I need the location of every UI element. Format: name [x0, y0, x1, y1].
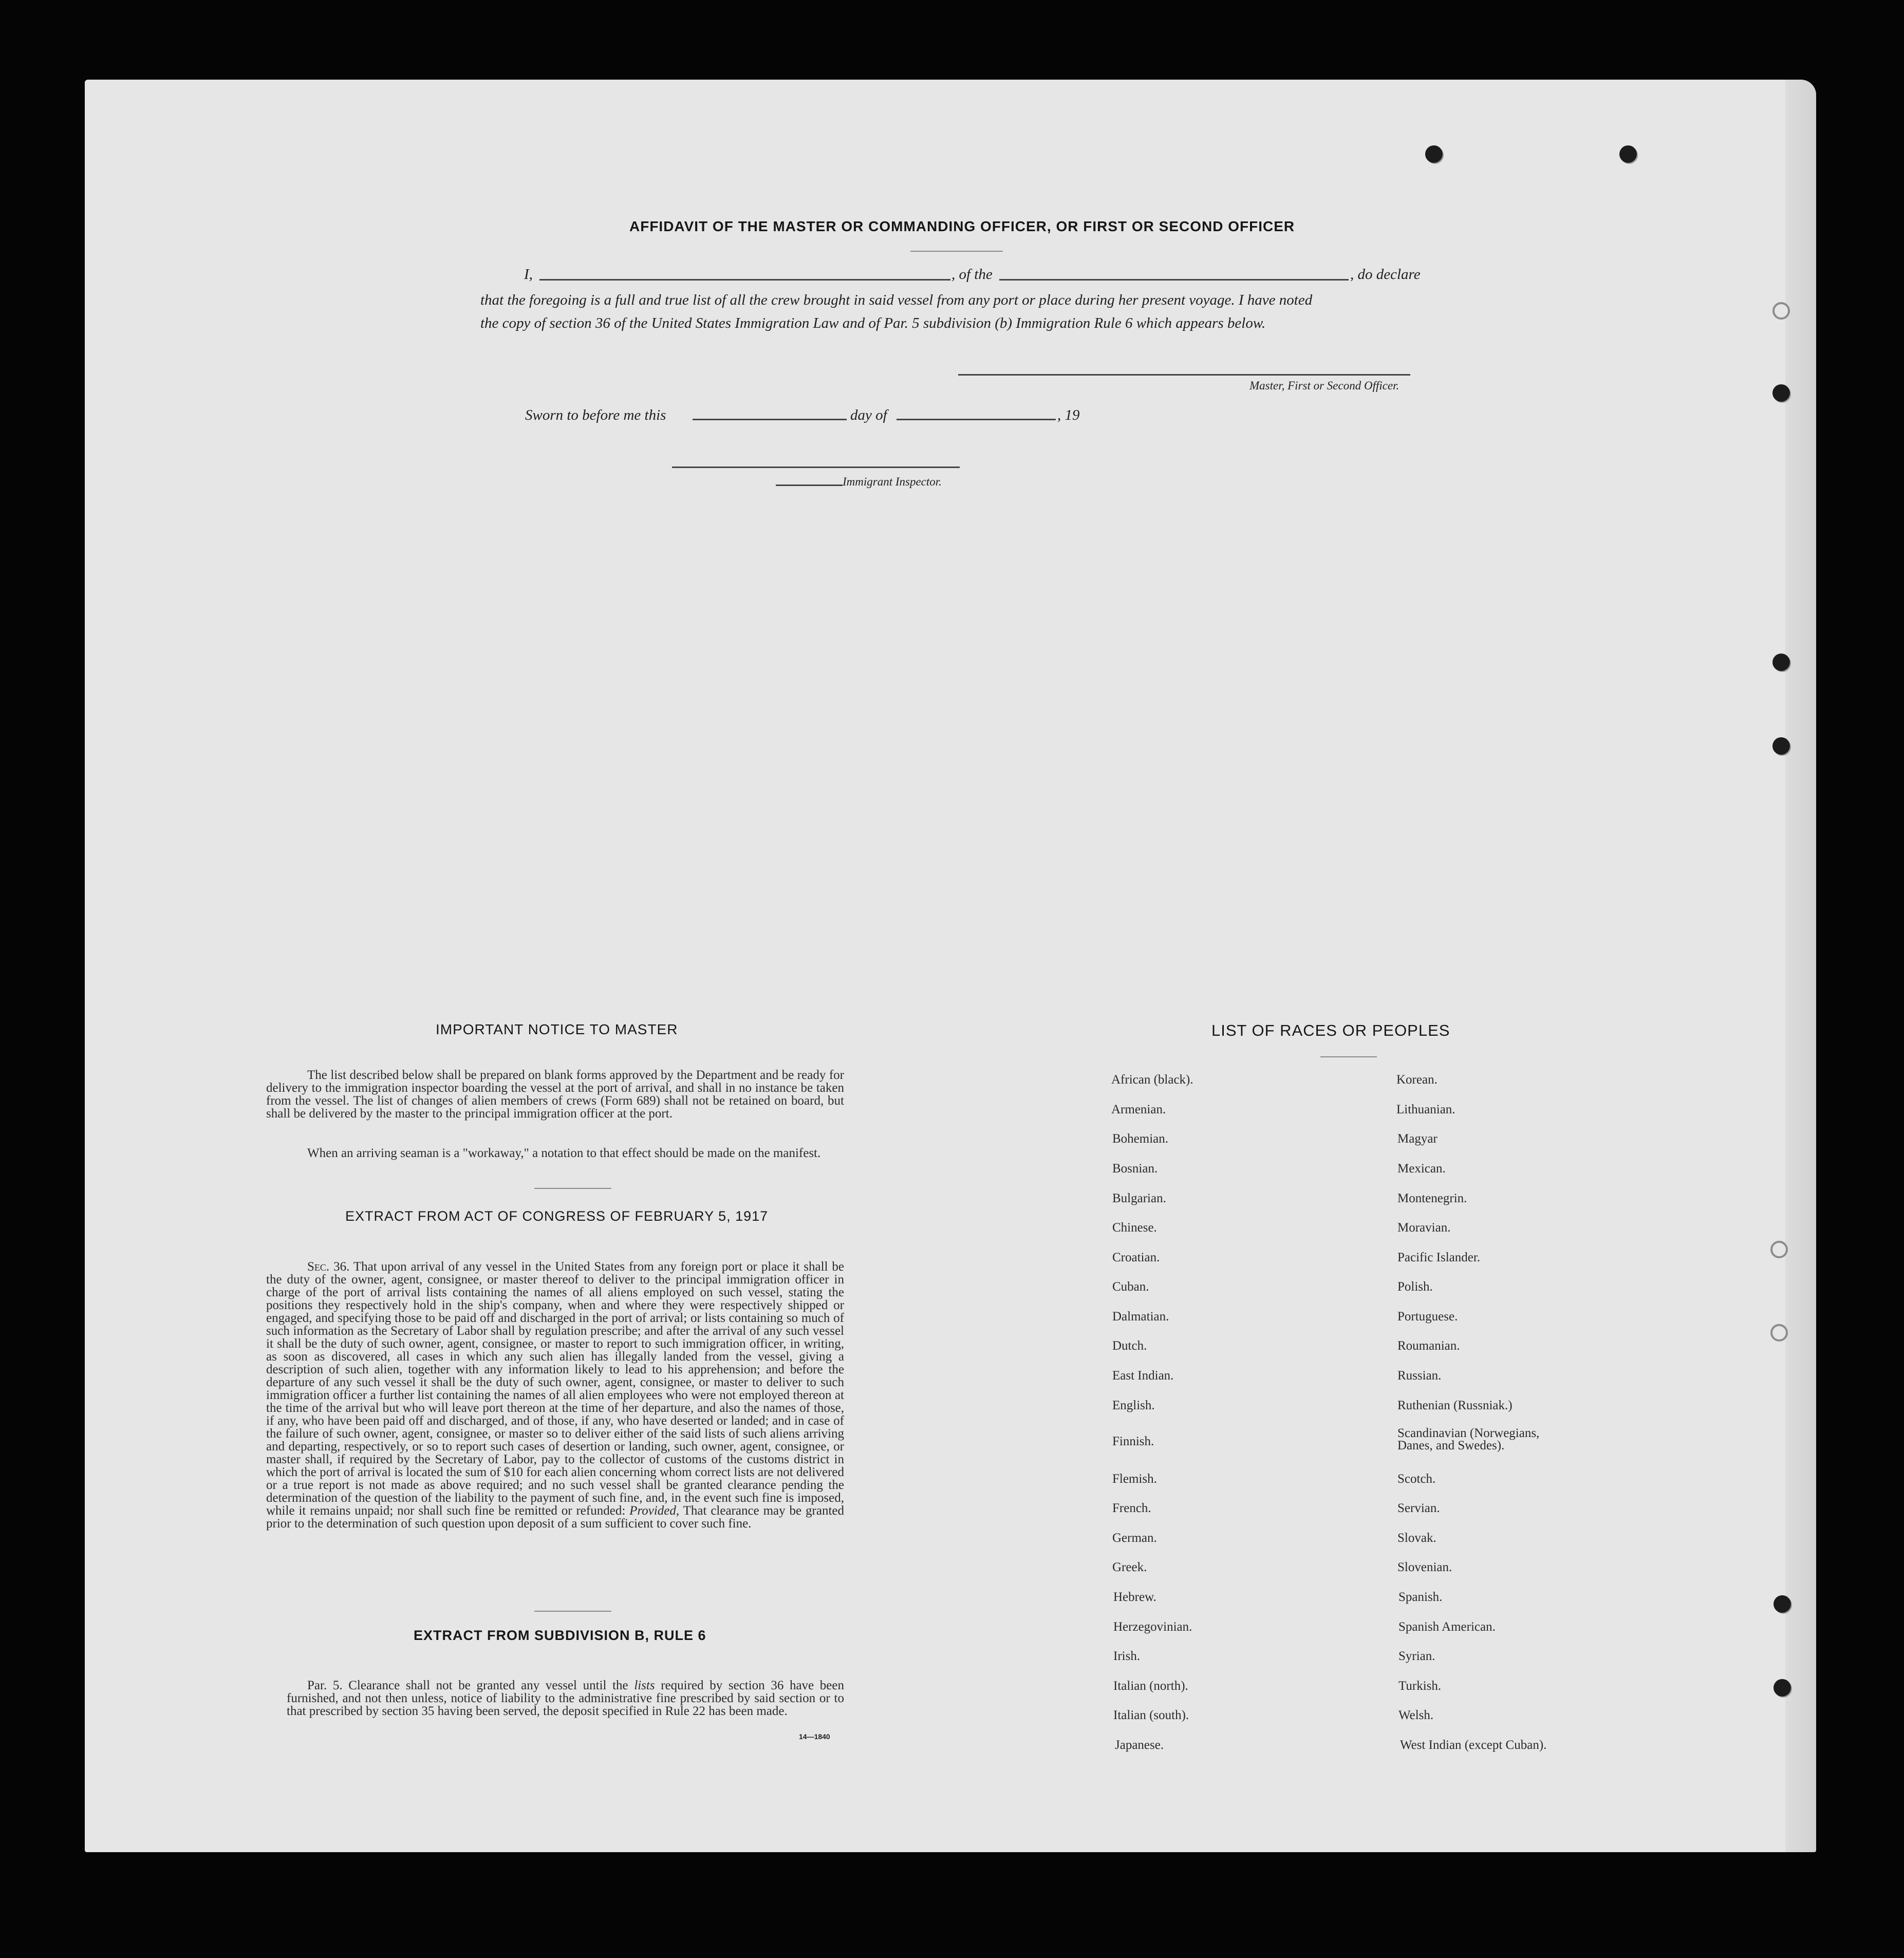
race-item: Cuban.	[1112, 1280, 1149, 1294]
race-item: Flemish.	[1112, 1472, 1157, 1486]
affidavit-line2: that the foregoing is a full and true list of all the crew brought in said vessel from any port or place during her present voyage. I have noted	[480, 292, 1313, 308]
race-item: Syrian.	[1398, 1649, 1435, 1663]
race-item: Pacific Islander.	[1397, 1251, 1481, 1264]
race-item: Bohemian.	[1112, 1132, 1169, 1146]
punch-hole	[1772, 384, 1790, 402]
affidavit-title: AFFIDAVIT OF THE MASTER OR COMMANDING OFFICER, OR FIRST OR SECOND OFFICER	[629, 218, 1295, 234]
race-item: Italian (south).	[1113, 1708, 1189, 1722]
race-item: Spanish.	[1398, 1590, 1443, 1604]
punch-hole	[1425, 145, 1443, 163]
affidavit-line3: the copy of section 36 of the United States Immigration Law and of Par. 5 subdivision (b) Immigration Rule 6 which appears below.	[480, 315, 1266, 331]
race-item: Scandinavian (Norwegians, Danes, and Swedes).	[1397, 1426, 1540, 1452]
punch-hole	[1770, 1241, 1788, 1258]
affidavit-line1-mid: , of the	[951, 266, 993, 283]
race-item: Hebrew.	[1113, 1590, 1156, 1604]
page-edge-fold	[1785, 80, 1816, 1852]
race-item: French.	[1112, 1501, 1151, 1515]
extract-rule-title: EXTRACT FROM SUBDIVISION B, RULE 6	[414, 1628, 706, 1643]
race-item: Chinese.	[1112, 1221, 1157, 1235]
punch-hole	[1770, 1324, 1788, 1341]
form-number: 14—1840	[799, 1732, 830, 1741]
race-item: Turkish.	[1398, 1679, 1442, 1693]
race-item: Montenegrin.	[1397, 1191, 1467, 1205]
punch-hole	[1772, 302, 1790, 320]
race-item: German.	[1112, 1531, 1157, 1545]
sworn-day-label: day of	[850, 407, 887, 423]
section-36-text: Sec. 36. That upon arrival of any vessel in the United States from any foreign port or place it shall be the duty of the owner, agent, consignee, or master thereof to deliver to the principal immigration officer in charge of the port of arrival lists containing the names of all aliens employed on such vessel, stating the positions they respectively hold in the ship's company, when and where they were respectively shipped or engaged, and specifying those to be paid off and discharged in the port of arrival; or lists containing so much of such information as the Secretary of Labor shall by regulation prescribe; and after the arrival of any such vessel it shall be the duty of such owner, agent, consignee, or master to report to such immigration officer, in writing, as soon as discovered, all cases in which any such alien has illegally landed from the vessel, giving a description of such alien, together with any information likely to lead to his apprehension; and before the departure of any such vessel it shall be the duty of such owner, agent, consignee, or master to deliver to such immigration officer a further list containing the names of all alien employees who were not employed thereon at the time of the arrival but who will leave port thereon at the time of her departure, and also the names of those, if any, who have been paid off and discharged, and of those, if any, who have deserted or landed; and in case of the failure of such owner, agent, consignee, or master so to deliver either of the said lists of such aliens arriving and departing, respectively, or so to report such cases of desertion or landing, such owner, agent, consignee, or master shall, if required by the Secretary of Labor, pay to the collector of customs of the customs district in which the port of arrival is located the sum of $10 for each alien concerning whom correct lists are not delivered or a true report is not made as above required; and no such vessel shall be granted clearance pending the determination of the question of the liability to the payment of such fine, and, in the event such fine is imposed, while it remains unpaid; nor shall such fine be remitted or refunded: Provided, That clearance may be granted prior to the determination of such question upon deposit of a sum sufficient to cover such fine.	[266, 1260, 845, 1531]
race-item: African (black).	[1111, 1073, 1193, 1087]
race-item: Armenian.	[1111, 1103, 1166, 1116]
affidavit-line1-start: I,	[524, 266, 533, 283]
race-item: Japanese.	[1115, 1738, 1164, 1752]
divider	[1320, 1056, 1377, 1057]
signature-label: Master, First or Second Officer.	[1249, 379, 1399, 392]
race-item: Greek.	[1112, 1560, 1147, 1574]
race-item: Croatian.	[1112, 1251, 1160, 1264]
sworn-year-label: , 19	[1057, 407, 1080, 423]
race-item: Dutch.	[1112, 1339, 1147, 1353]
affidavit-line1-end: , do declare	[1350, 266, 1421, 283]
race-item: Servian.	[1397, 1501, 1440, 1515]
race-item: Welsh.	[1398, 1708, 1434, 1722]
punch-hole	[1774, 1679, 1791, 1696]
divider	[534, 1611, 611, 1612]
race-item: Ruthenian (Russniak.)	[1397, 1398, 1513, 1412]
inspector-label: Immigrant Inspector.	[843, 475, 942, 488]
race-item: Herzegovinian.	[1113, 1620, 1192, 1634]
document-sheet	[85, 80, 1816, 1852]
race-item: Magyar	[1397, 1132, 1438, 1146]
punch-hole	[1772, 737, 1790, 755]
race-item: Spanish American.	[1398, 1620, 1496, 1634]
punch-hole	[1619, 145, 1637, 163]
race-item: Polish.	[1397, 1280, 1433, 1294]
race-item: Lithuanian.	[1396, 1103, 1455, 1116]
inspector-blank	[776, 484, 843, 486]
day-blank	[693, 419, 847, 420]
race-item: Mexican.	[1397, 1162, 1446, 1176]
race-item: East Indian.	[1112, 1369, 1174, 1383]
vessel-blank	[999, 279, 1349, 281]
race-item: Bosnian.	[1112, 1162, 1158, 1176]
race-item: Russian.	[1397, 1369, 1442, 1383]
race-item: Bulgarian.	[1112, 1191, 1166, 1205]
race-item: Portuguese.	[1397, 1310, 1458, 1323]
inspector-signature-line	[672, 467, 960, 468]
race-item: Moravian.	[1397, 1221, 1451, 1235]
punch-hole	[1772, 654, 1790, 671]
race-item: Slovak.	[1397, 1531, 1436, 1545]
race-item: Scotch.	[1397, 1472, 1436, 1486]
race-item: Dalmatian.	[1112, 1310, 1169, 1323]
race-item: Irish.	[1113, 1649, 1141, 1663]
sworn-text: Sworn to before me this	[525, 407, 666, 423]
race-item: Finnish.	[1112, 1434, 1154, 1448]
race-item: Slovenian.	[1397, 1560, 1452, 1574]
notice-paragraph-2: When an arriving seaman is a "workaway," a notation to that effect should be made on the manifest.	[307, 1146, 821, 1160]
race-item: West Indian (except Cuban).	[1400, 1738, 1547, 1752]
notice-title: IMPORTANT NOTICE TO MASTER	[436, 1021, 678, 1037]
race-item: Korean.	[1396, 1073, 1438, 1087]
rule-6-text: Par. 5. Clearance shall not be granted any vessel until the lists required by section 36 have been furnished, and not then unless, notice of liability to the administrative fine prescribed by said section or to that prescribed by section 35 having been served, the deposit specified in Rule 22 has been made.	[287, 1679, 844, 1718]
race-item: English.	[1112, 1398, 1155, 1412]
race-item: Roumanian.	[1397, 1339, 1460, 1353]
signature-line	[958, 374, 1410, 376]
divider	[534, 1188, 611, 1189]
month-blank	[897, 419, 1056, 420]
race-item: Italian (north).	[1113, 1679, 1188, 1693]
races-title: LIST OF RACES OR PEOPLES	[1211, 1021, 1450, 1039]
extract-act-title: EXTRACT FROM ACT OF CONGRESS OF FEBRUARY 5, 1917	[345, 1208, 769, 1224]
punch-hole	[1774, 1595, 1791, 1613]
notice-paragraph-1: The list described below shall be prepared on blank forms approved by the Department and be ready for delivery to the immigration inspector boarding the vessel at the port of arrival, and shall in no instance be taken from the vessel. The list of changes of alien members of crews (Form 689) shall not be retained on board, but shall be delivered by the master to the principal immigration officer at the port.	[266, 1068, 844, 1121]
name-blank	[539, 279, 950, 281]
divider	[910, 251, 1003, 252]
